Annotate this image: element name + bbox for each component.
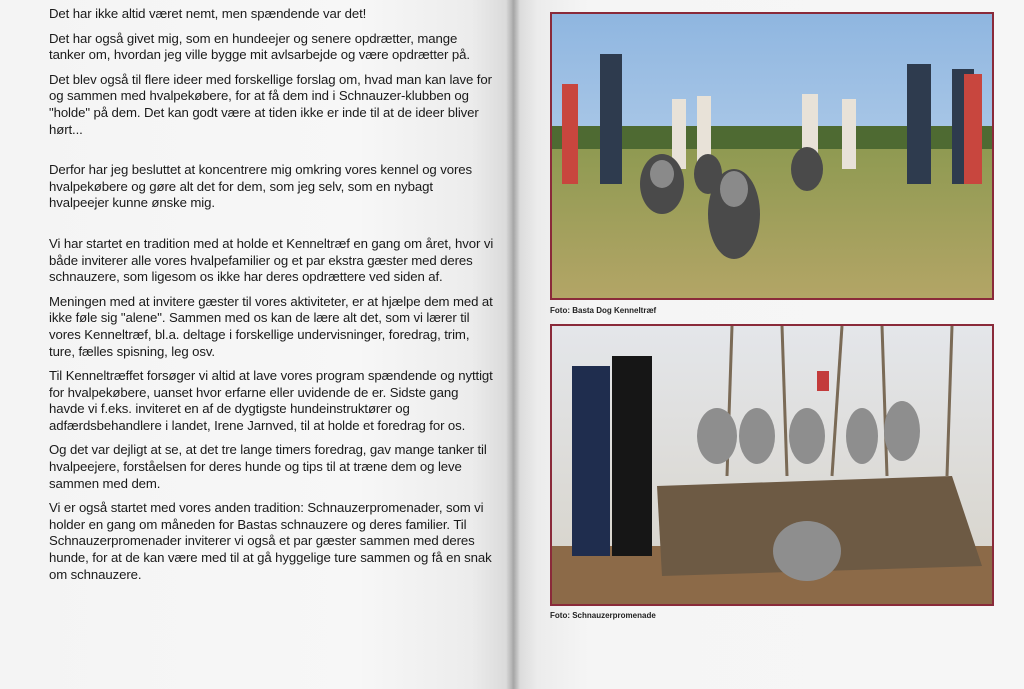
paragraph: Meningen med at invitere gæster til vores aktiviteter, er at hjælpe dem med at ikke føle sig "alene". Sammen med os kan de lære alt det, som vi lærer til vores Kenneltræf, bl.a. deltage i forskellige undervisninger, foredrag, trim, ture, fælles spisning, leg osv.: [49, 293, 493, 359]
paragraph: Vi er også startet med vores anden tradition: Schnauzerpromenader, som vi holder en gang om måneden for Bastas schnauzere og deres familier. Til Schnauzerpromenader inviterer vi også et par gæster sammen med deres hunde, for at de kan være med til at gå hyggelige ture sammen og få en snak om schnauzere.: [49, 500, 492, 582]
paragraph: Derfor har jeg besluttet at koncentrere mig omkring vores kennel og vores hvalpekøbere og gøre alt det for dem, som jeg selv, som en nybagt hvalpeejer kunne ønske mig.: [49, 162, 472, 211]
schnauzerpromenade-photo: [550, 324, 994, 606]
right-page: [512, 0, 1024, 689]
photo-caption: Foto: Schnauzerpromenade: [550, 611, 656, 620]
paragraph: Det har ikke altid været nemt, men spændende var det!: [49, 6, 367, 21]
book-spine: [506, 0, 520, 689]
paragraph: Til Kenneltræffet forsøger vi altid at lave vores program spændende og nyttigt for hvalpekøbere, uanset hvor erfarne eller uvidende de er. Sidste gang havde vi f.eks. inviteret en af de dygtigste hundeinstruktører og adfærdsbehandlere i landet, Irene Jarnved, til at holde et foredrag for os.: [49, 368, 493, 433]
paragraph: Vi har startet en tradition med at holde et Kenneltræf en gang om året, hvor vi både inviterer alle vores hvalpefamilier og et par ekstra gæster med deres schnauzere, som ligesom os ikke har deres opdrættere ved siden af.: [49, 235, 494, 285]
kenneltraef-photo: [550, 12, 994, 300]
photo-caption: Foto: Basta Dog Kenneltræf: [550, 306, 657, 315]
paragraph: Og det var dejligt at se, at det tre lange timers foredrag, gav mange tanker til hvalpeejere, forståelsen for deres hunde og tips til at træne dem og leve sammen med dem.: [49, 442, 487, 491]
schnauzerpromenade-photo-image: [552, 326, 992, 604]
paragraph: Det har også givet mig, som en hundeejer og senere opdrætter, mange tanker om, hvordan jeg ville bygge mit avlsarbejde og være opdrætter på.: [49, 30, 470, 63]
kenneltraef-photo-image: [552, 14, 992, 298]
paragraph: Det blev også til flere ideer med forskellige forslag om, hvad man kan lave for og sammen med hvalpekøbere, for at få dem ind i Schnauzer-klubben og "holde" på dem. Det kan godt være at tiden ikke er inde til at de ideer bliver hørt...: [49, 71, 492, 137]
